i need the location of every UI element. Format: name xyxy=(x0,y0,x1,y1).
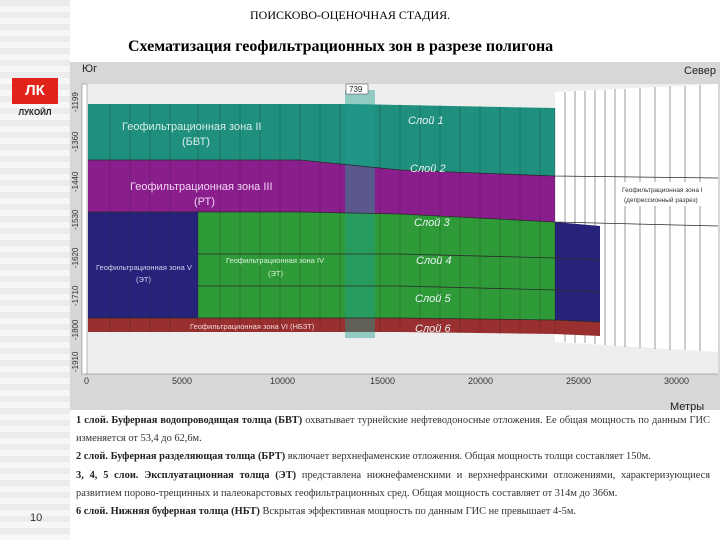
zone-4-label: Геофильтрационная зона IV xyxy=(226,256,325,265)
zone-5-sub: (ЭТ) xyxy=(136,275,151,284)
y-tick-7: -1800 xyxy=(71,319,80,340)
desc-layer-6 xyxy=(76,503,710,521)
layer-2-label: Слой 2 xyxy=(410,163,446,175)
well-column xyxy=(345,90,375,338)
logo-text: ЛУКОЙЛ xyxy=(18,108,52,117)
stage-header: ПОИСКОВО-ОЦЕНОЧНАЯ СТАДИЯ. xyxy=(250,8,451,22)
desc-layer-1-title: 1 слой. Буферная водопроводящая толща (БВТ) xyxy=(76,415,303,426)
slide-title-line1: Схематизация геофильтрационных зон в разрезе полигона xyxy=(128,38,554,55)
x-unit-label: Метры xyxy=(670,401,705,413)
x-tick-20000: 20000 xyxy=(468,376,494,386)
zone-2-sub: (БВТ) xyxy=(182,136,210,148)
y-tick-6: -1710 xyxy=(71,285,80,306)
zone-5-label: Геофильтрационная зона V xyxy=(96,263,192,272)
x-tick-0: 0 xyxy=(84,376,90,386)
slide-number: 10 xyxy=(30,512,43,524)
x-tick-25000: 25000 xyxy=(566,376,592,386)
desc-layer-3-5-text: представлена нижнефаменскими и верхнефранскими отложениями, характеризующиеся развитием порово-трещинных и палеокарстовых геофильтрационных сред. Общая мощность составляет от 314м до 366м. xyxy=(76,469,710,499)
y-tick-1: -1199 xyxy=(71,92,80,112)
zone-4-sub: (ЭТ) xyxy=(268,269,283,278)
desc-layer-2-title: 2 слой. Буферная разделяющая толща (БРТ) xyxy=(76,451,286,463)
desc-layer-3-5-title: 3, 4, 5 слои. Эксплуатационная толща (ЭТ) xyxy=(76,469,297,481)
zone-6-sub: (НБЗТ) xyxy=(290,322,315,331)
y-tick-4: -1530 xyxy=(71,209,80,230)
desc-layer-2-text: включает верхнефаменские отложения. Общая мощность толщи составляет 150м. xyxy=(285,451,651,463)
desc-layer-2 xyxy=(76,448,710,466)
layer-4-label: Слой 4 xyxy=(416,255,452,267)
zone-6-label: Геофильтрационная зона VI xyxy=(190,322,289,331)
y-tick-8: -1910 xyxy=(71,351,80,372)
x-tick-5000: 5000 xyxy=(172,376,193,386)
well-label: 739 xyxy=(349,85,363,94)
y-tick-3: -1440 xyxy=(71,171,80,192)
desc-layer-1 xyxy=(76,412,710,448)
lukoil-logo: ЛК xyxy=(12,78,58,104)
desc-layer-1-text: охватывает турнейские нефтеводоносные отложения. Ее общая мощность по данным ГИС изменяется от 53,4 до 62,6м. xyxy=(76,415,710,445)
y-tick-5: -1620 xyxy=(71,247,80,268)
zone-4 xyxy=(198,212,555,320)
layer-3-label: Слой 3 xyxy=(414,217,450,229)
zone-5-north xyxy=(555,222,600,322)
x-tick-15000: 15000 xyxy=(370,376,396,386)
x-tick-30000: 30000 xyxy=(664,376,690,386)
zone-1-sub: (депрессионный разрез) xyxy=(624,197,698,204)
zone-1-label: Геофильтрационная зона I xyxy=(622,187,703,194)
desc-layer-6-title: 6 слой. Нижняя буферная толща (НБТ) xyxy=(76,506,260,518)
desc-layer-3-5 xyxy=(76,467,710,503)
layer-5-label: Слой 5 xyxy=(415,293,451,305)
layer-description xyxy=(76,412,710,521)
zone-3-sub: (РТ) xyxy=(194,196,215,208)
layer-1-label: Слой 1 xyxy=(408,115,444,127)
y-tick-2: -1360 xyxy=(71,131,80,152)
south-label: Юг xyxy=(82,63,98,75)
desc-layer-6-text: Вскрытая эффективная мощность по данным ГИС не превышает 4-5м. xyxy=(259,506,577,518)
x-tick-10000: 10000 xyxy=(270,376,296,386)
zone-3-label: Геофильтрационная зона III xyxy=(130,181,273,193)
zone-2-label: Геофильтрационная зона II xyxy=(122,121,262,133)
layer-6-label: Слой 6 xyxy=(415,323,451,335)
north-label: Север xyxy=(684,65,717,77)
